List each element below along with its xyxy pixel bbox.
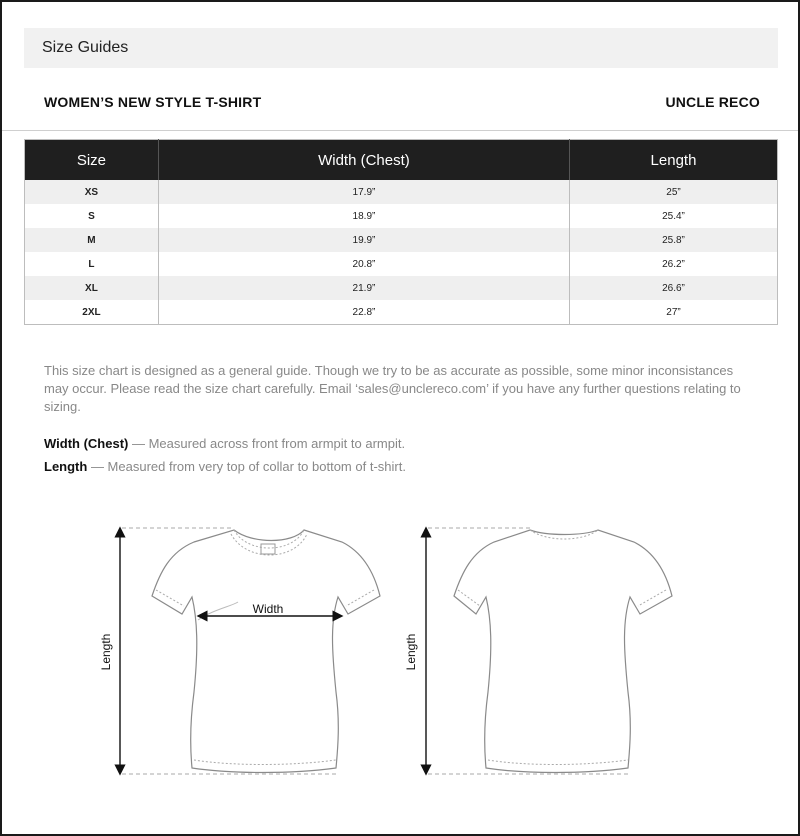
tshirt-measurement-diagram xyxy=(2,502,798,792)
table-row xyxy=(25,180,778,204)
column-header-size: Size xyxy=(25,140,159,181)
column-header-width: Width (Chest) xyxy=(158,140,569,181)
length-term: Length xyxy=(44,459,88,474)
brand-name: UNCLE RECO xyxy=(665,94,760,110)
section-divider xyxy=(2,130,798,131)
front-length-label: Length xyxy=(99,633,113,671)
length-description: — Measured from very top of collar to bottom of t-shirt. xyxy=(87,459,406,474)
back-length-label: Length xyxy=(404,633,418,671)
width-definition xyxy=(44,436,405,451)
size-cell: 2XL xyxy=(25,300,159,325)
size-cell: M xyxy=(25,228,159,252)
width-description: — Measured across front from armpit to armpit. xyxy=(128,436,406,451)
size-cell: XL xyxy=(25,276,159,300)
width-cell: 18.9” xyxy=(158,204,569,228)
width-cell: 17.9” xyxy=(158,180,569,204)
length-cell: 25” xyxy=(570,180,778,204)
length-cell: 26.6” xyxy=(570,276,778,300)
back-tshirt-illustration xyxy=(454,530,672,773)
width-cell: 19.9” xyxy=(158,228,569,252)
size-table xyxy=(24,139,778,325)
table-row xyxy=(25,300,778,325)
width-term: Width (Chest) xyxy=(44,436,129,451)
product-row xyxy=(44,94,760,114)
width-label: Width xyxy=(252,602,284,616)
size-cell: L xyxy=(25,252,159,276)
width-cell: 22.8” xyxy=(158,300,569,325)
product-name: WOMEN’S NEW STYLE T-SHIRT xyxy=(44,94,262,110)
disclaimer-text: This size chart is designed as a general guide. Though we try to be as accurate as possible, some minor inconsistances may occur. Please read the size chart carefully. Email ‘sales@unclereco.com’ if you have any further questions relating to sizing. xyxy=(44,363,741,414)
size-guides-header xyxy=(24,28,778,68)
column-header-length: Length xyxy=(570,140,778,181)
length-cell: 27” xyxy=(570,300,778,325)
table-row xyxy=(25,252,778,276)
table-header-row xyxy=(25,140,778,181)
length-definition xyxy=(44,459,406,474)
table-row xyxy=(25,276,778,300)
front-tshirt-illustration xyxy=(152,530,380,773)
length-cell: 26.2” xyxy=(570,252,778,276)
page-title: Size Guides xyxy=(42,39,129,56)
width-cell: 21.9” xyxy=(158,276,569,300)
length-cell: 25.8” xyxy=(570,228,778,252)
table-row xyxy=(25,204,778,228)
size-cell: S xyxy=(25,204,159,228)
width-cell: 20.8” xyxy=(158,252,569,276)
table-row xyxy=(25,228,778,252)
length-cell: 25.4” xyxy=(570,204,778,228)
size-cell: XS xyxy=(25,180,159,204)
